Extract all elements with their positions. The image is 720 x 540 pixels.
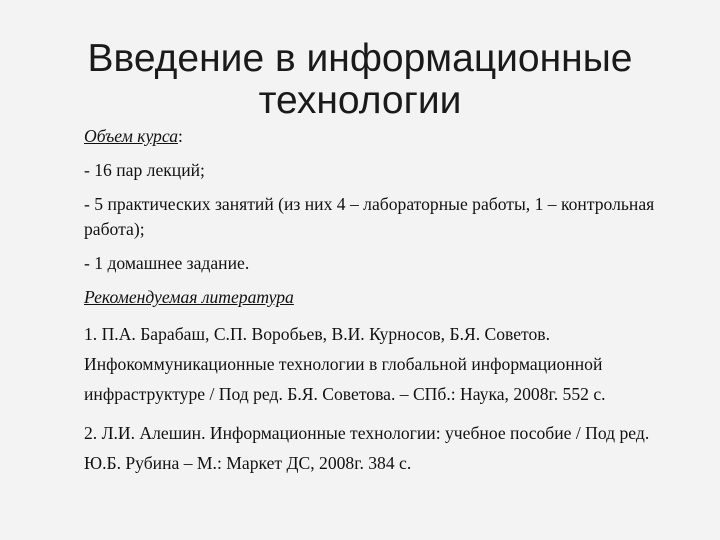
course-item-homework: - 1 домашнее задание. xyxy=(84,253,250,273)
slide-title xyxy=(40,38,680,122)
slide-body xyxy=(84,124,664,478)
literature-heading xyxy=(84,285,664,310)
title-line-1: Введение в информационные xyxy=(87,37,633,80)
course-item-lectures: - 16 пар лекций; xyxy=(84,160,205,180)
literature-heading-text: Рекомендуемая литература xyxy=(84,287,294,307)
title-line-2: технологии xyxy=(258,79,462,122)
course-heading xyxy=(84,124,664,149)
course-heading-text: Объем курса xyxy=(84,126,178,146)
course-item-practice: - 5 практических занятий (из них 4 – лабораторные работы, 1 – контрольная работа); xyxy=(84,194,655,239)
literature-item-2: 2. Л.И. Алешин. Информационные технологии: учебное пособие / Под ред. Ю.Б. Рубина – М.: Маркет ДС, 2008г. 384 с. xyxy=(84,423,650,473)
course-heading-colon: : xyxy=(178,126,183,146)
literature-item-1: 1. П.А. Барабаш, С.П. Воробьев, В.И. Курносов, Б.Я. Советов. Инфокоммуникационные технологии в глобальной информационной инфраструктуре / Под ред. Б.Я. Советова. – СПб.: Наука, 2008г. 552 с. xyxy=(84,324,606,404)
